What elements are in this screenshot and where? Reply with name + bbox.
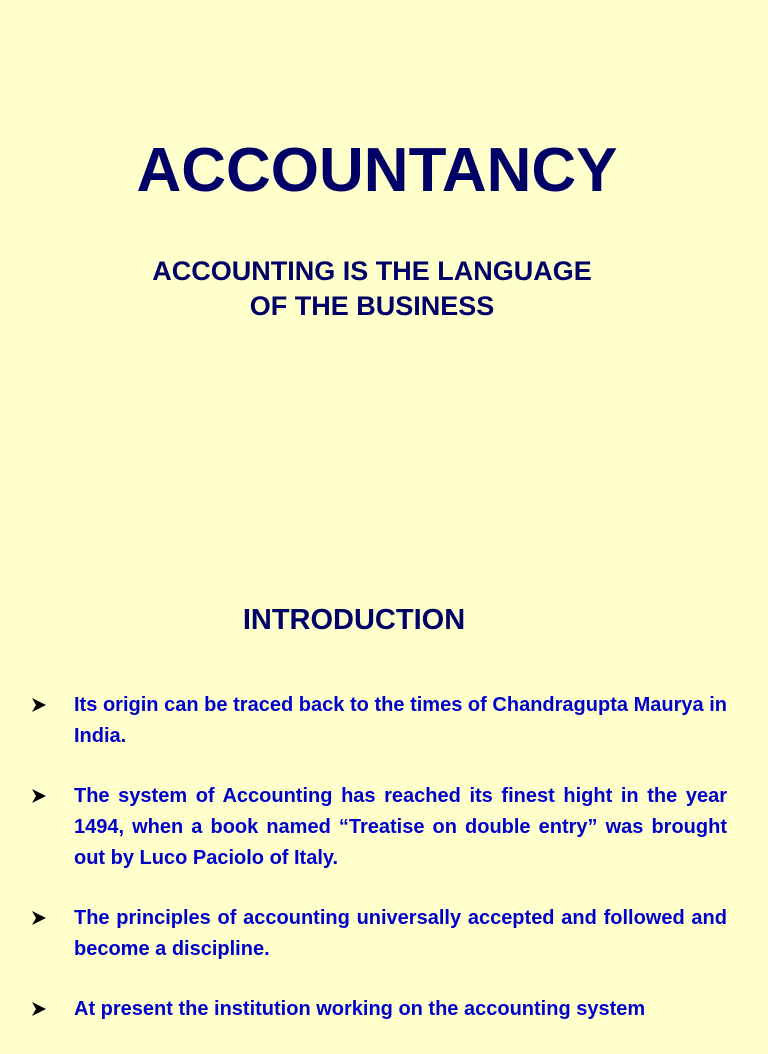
list-item xyxy=(0,781,768,874)
arrowhead-bullet-icon xyxy=(30,696,48,714)
arrowhead-bullet-icon xyxy=(30,787,48,805)
arrowhead-bullet-icon xyxy=(30,1000,48,1018)
section-heading-introduction: INTRODUCTION xyxy=(242,604,466,636)
bullet-list xyxy=(0,690,768,1054)
bullet-text: The system of Accounting has reached its finest hight in the year 1494, when a book named “Treatise on double entry” was brought out by Luco Paciolo of Italy. xyxy=(74,785,727,869)
subtitle xyxy=(0,254,744,324)
list-item xyxy=(0,903,768,965)
bullet-text: At present the institution working on the accounting system xyxy=(74,998,646,1020)
subtitle-line-2: OF THE BUSINESS xyxy=(249,291,495,321)
list-item xyxy=(0,690,768,752)
page-title: ACCOUNTANCY xyxy=(136,136,618,205)
arrowhead-bullet-icon xyxy=(30,909,48,927)
bullet-text: Its origin can be traced back to the times of Chandragupta Maurya in India. xyxy=(74,694,727,747)
subtitle-line-1: ACCOUNTING IS THE LANGUAGE xyxy=(152,256,592,286)
bullet-text: The principles of accounting universally accepted and followed and become a discipline. xyxy=(74,907,727,960)
list-item xyxy=(0,994,768,1025)
